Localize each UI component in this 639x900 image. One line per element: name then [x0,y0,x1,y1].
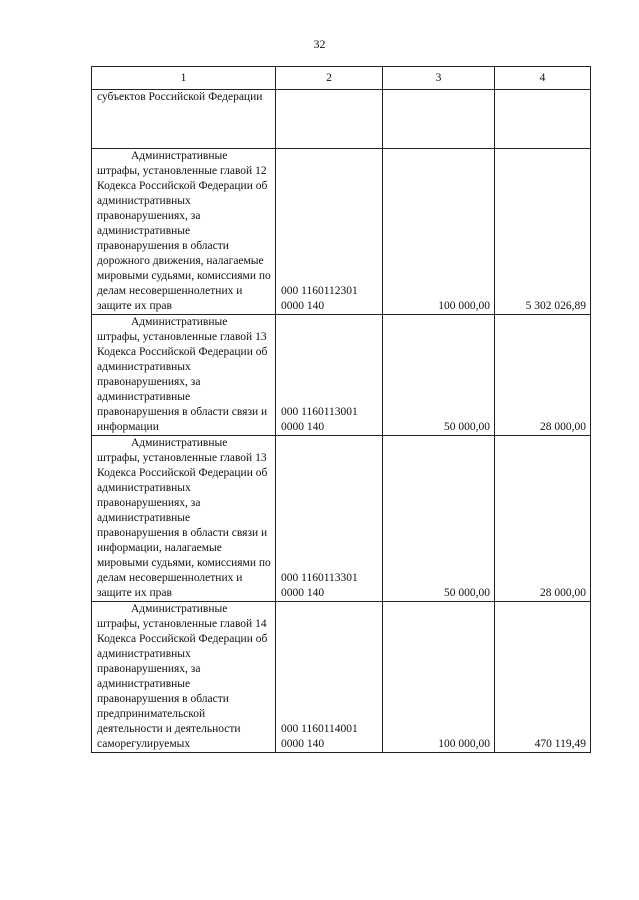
row-name-first-line: Административные [131,437,228,449]
table-row [92,602,591,753]
table-header-row [92,67,591,90]
row-value-3 [383,90,495,149]
row-name-rest: штрафы, установленные главой 13 Кодекса Российской Федерации об административных правонарушениях, за административные правонарушения в области связи и информации [97,331,268,433]
row-name-rest: штрафы, установленные главой 13 Кодекса Российской Федерации об административных правонарушениях, за административные правонарушения в области связи и информации, налагаемые мировыми судьями, комиссиями по делам несовершеннолетних и защите их прав [97,452,271,599]
row-name-rest: штрафы, установленные главой 12 Кодекса Российской Федерации об административных правонарушениях, за административные правонарушения в области дорожного движения, налагаемые мировыми судьями, комиссиями по делам несовершеннолетних и защите их прав [97,165,271,312]
row-value-4 [495,90,591,149]
table-row-continuation [92,90,591,149]
row-name-rest: штрафы, установленные главой 14 Кодекса Российской Федерации об административных правонарушениях, за административные правонарушения в области предпринимательской деятельности и деятельности саморегулируемых [97,618,268,750]
row-name-first-line: Административные [131,603,228,615]
row-value-4: 28 000,00 [495,315,591,436]
row-name [92,602,276,753]
row-name-first-line: Административные [131,316,228,328]
table-row [92,149,591,315]
column-header-4: 4 [495,67,591,90]
row-name [92,315,276,436]
row-code: 000 1160113001 0000 140 [276,315,383,436]
row-value-3: 50 000,00 [383,436,495,602]
row-value-4: 28 000,00 [495,436,591,602]
row-value-3: 100 000,00 [383,149,495,315]
row-value-4: 5 302 026,89 [495,149,591,315]
row-value-3: 50 000,00 [383,315,495,436]
row-name [92,436,276,602]
budget-table [91,66,591,753]
column-header-3: 3 [383,67,495,90]
row-name [92,149,276,315]
table-row [92,436,591,602]
row-name: субъектов Российской Федерации [92,90,276,149]
page-number: 32 [313,37,326,51]
row-value-4: 470 119,49 [495,602,591,753]
row-code: 000 1160112301 0000 140 [276,149,383,315]
column-header-1: 1 [92,67,276,90]
row-code: 000 1160113301 0000 140 [276,436,383,602]
column-header-2: 2 [276,67,383,90]
row-value-3: 100 000,00 [383,602,495,753]
row-code [276,90,383,149]
row-code: 000 1160114001 0000 140 [276,602,383,753]
row-name-first-line: Административные [131,150,228,162]
table-row [92,315,591,436]
